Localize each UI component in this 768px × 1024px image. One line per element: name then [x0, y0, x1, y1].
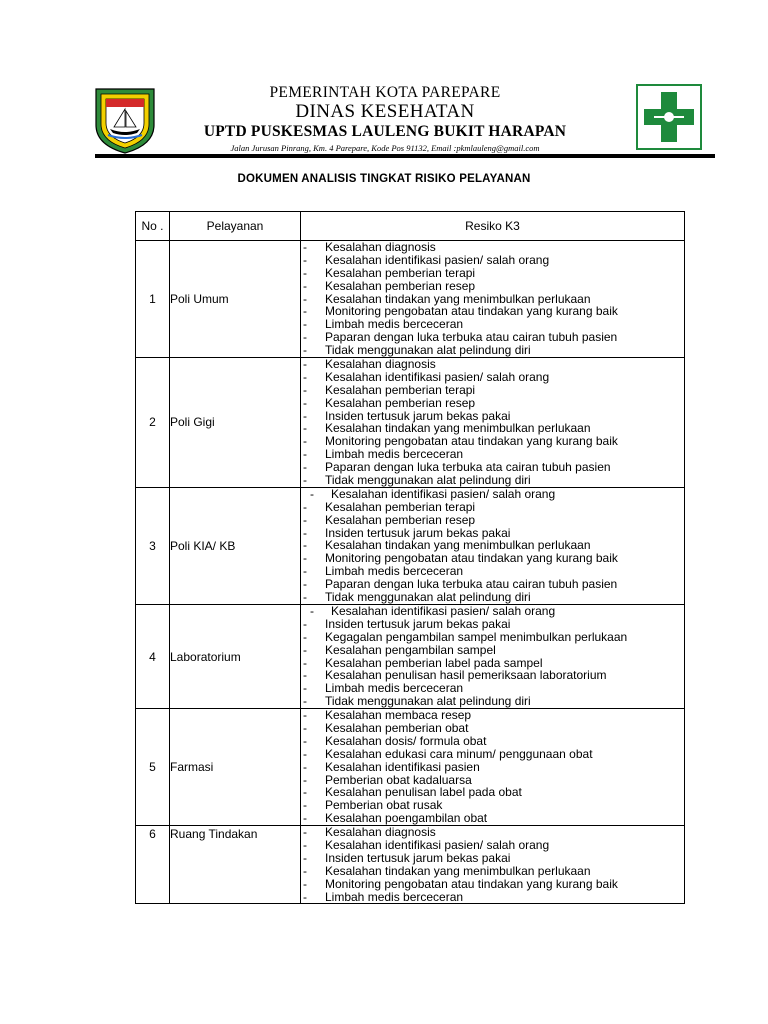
- list-item: - Limbah medis berceceran: [303, 564, 464, 579]
- list-item: - Kesalahan pemberian resep: [303, 512, 476, 527]
- table-row: [136, 241, 685, 358]
- list-item: - Tidak menggunakan alat pelindung diri: [303, 343, 531, 358]
- list-item: - Pemberian obat kadaluarsa: [303, 772, 472, 787]
- service-name: Ruang Tindakan: [170, 826, 301, 904]
- list-item: - Kesalahan identifikasi pasien/ salah orang: [303, 837, 550, 852]
- service-name: Poli Umum: [170, 241, 301, 358]
- risk-list: [301, 241, 684, 357]
- letterhead-divider: [95, 154, 715, 158]
- unit-name: UPTD PUSKESMAS LAULENG BUKIT HARAPAN: [203, 123, 567, 140]
- risk-list: [301, 709, 684, 825]
- header-no: No .: [136, 212, 170, 241]
- row-number: 6: [136, 826, 170, 904]
- list-item: - Kesalahan tindakan yang menimbulkan perlukaan: [303, 863, 591, 878]
- list-item: - Tidak menggunakan alat pelindung diri: [303, 473, 531, 488]
- list-item: - Insiden tertusuk jarum bekas pakai: [303, 525, 511, 540]
- list-item: - Monitoring pengobatan atau tindakan yang kurang baik: [303, 876, 618, 891]
- list-item: - Kesalahan tindakan yang menimbulkan perlukaan: [303, 421, 591, 436]
- service-name: Poli Gigi: [170, 358, 301, 488]
- list-item: - Kesalahan edukasi cara minum/ penggunaan obat: [303, 746, 593, 761]
- risk-list: [301, 358, 684, 487]
- risk-cell: [301, 241, 685, 358]
- table-row: [136, 358, 685, 488]
- table-row: [136, 826, 685, 904]
- list-item: - Monitoring pengobatan atau tindakan yang kurang baik: [303, 551, 618, 566]
- list-item: - Kesalahan membaca resep: [303, 708, 472, 723]
- government-name: PEMERINTAH KOTA PAREPARE: [269, 84, 501, 101]
- risk-table: [135, 211, 685, 904]
- list-item: - Limbah medis berceceran: [303, 447, 464, 462]
- risk-cell: [301, 826, 685, 904]
- list-item: - Kesalahan identifikasi pasien/ salah orang: [303, 252, 550, 267]
- risk-cell: [301, 358, 685, 488]
- list-item: - Kesalahan identifikasi pasien/ salah orang: [310, 486, 556, 501]
- list-item: - Tidak menggunakan alat pelindung diri: [303, 590, 531, 605]
- list-item: - Monitoring pengobatan atau tindakan yang kurang baik: [303, 434, 618, 449]
- table-row: [136, 709, 685, 826]
- list-item: - Kesalahan diagnosis: [303, 825, 436, 840]
- list-item: - Kesalahan pengambilan sampel: [303, 642, 496, 657]
- list-item: - Kesalahan penulisan label pada obat: [303, 785, 522, 800]
- risk-cell: [301, 487, 685, 604]
- letterhead: [0, 0, 768, 170]
- list-item: - Kesalahan pemberian label pada sampel: [303, 655, 543, 670]
- list-item: - Kesalahan diagnosis: [303, 357, 436, 372]
- list-item: - Paparan dengan luka terbuka atau cairan tubuh pasien: [303, 330, 618, 345]
- row-number: 5: [136, 709, 170, 826]
- list-item: - Pemberian obat rusak: [303, 798, 443, 813]
- header-service: Pelayanan: [170, 212, 301, 241]
- document-title: DOKUMEN ANALISIS TINGKAT RISIKO PELAYANAN: [237, 173, 531, 185]
- risk-list: [301, 501, 684, 604]
- list-item: - Kesalahan pemberian terapi: [303, 499, 476, 514]
- list-item: - Insiden tertusuk jarum bekas pakai: [303, 408, 511, 423]
- address-line: Jalan Jurusan Pinrang, Km. 4 Parepare, Kode Pos 91132, Email :pkmlauleng@gmail.com: [230, 143, 540, 153]
- row-number: 1: [136, 241, 170, 358]
- city-emblem-icon: [92, 85, 158, 155]
- list-item: - Kesalahan dosis/ formula obat: [303, 733, 487, 748]
- list-item: - Tidak menggunakan alat pelindung diri: [303, 694, 531, 709]
- list-item: - Kesalahan penulisan hasil pemeriksaan laboratorium: [303, 668, 607, 683]
- list-item: - Monitoring pengobatan atau tindakan yang kurang baik: [303, 304, 618, 319]
- letterhead-text: [170, 84, 600, 154]
- list-item: - Kesalahan diagnosis: [303, 240, 436, 254]
- risk-list: [301, 826, 684, 903]
- list-item: - Limbah medis berceceran: [303, 681, 464, 696]
- table-row: [136, 487, 685, 604]
- service-name: Laboratorium: [170, 604, 301, 708]
- list-item: - Insiden tertusuk jarum bekas pakai: [303, 850, 511, 865]
- service-name: Poli KIA/ KB: [170, 487, 301, 604]
- puskesmas-cross-icon: [636, 84, 702, 150]
- list-item: - Paparan dengan luka terbuka ata cairan tubuh pasien: [303, 460, 611, 475]
- risk-list: [301, 618, 684, 708]
- list-item: - Kesalahan pemberian terapi: [303, 265, 476, 280]
- list-item: - Limbah medis berceceran: [303, 889, 464, 904]
- list-item: - Kesalahan pemberian resep: [303, 278, 476, 293]
- list-item: - Kesalahan poengambilan obat: [303, 811, 488, 826]
- list-item: - Kesalahan identifikasi pasien: [303, 759, 480, 774]
- list-item: - Kesalahan identifikasi pasien/ salah orang: [303, 369, 550, 384]
- list-item: - Kesalahan tindakan yang menimbulkan perlukaan: [303, 538, 591, 553]
- table-row: [136, 604, 685, 708]
- list-item: - Limbah medis berceceran: [303, 317, 464, 332]
- list-item: - Kegagalan pengambilan sampel menimbulkan perlukaan: [303, 629, 628, 644]
- risk-cell: [301, 604, 685, 708]
- row-number: 2: [136, 358, 170, 488]
- row-number: 4: [136, 604, 170, 708]
- list-item: - Kesalahan pemberian resep: [303, 395, 476, 410]
- department-name: DINAS KESEHATAN: [295, 101, 475, 122]
- risk-cell: [301, 709, 685, 826]
- list-item: - Insiden tertusuk jarum bekas pakai: [303, 616, 511, 631]
- list-item: - Kesalahan pemberian terapi: [303, 382, 476, 397]
- list-item: - Kesalahan tindakan yang menimbulkan perlukaan: [303, 291, 591, 306]
- table-header-row: [136, 212, 685, 241]
- list-item: - Kesalahan pemberian obat: [303, 720, 469, 735]
- header-risk: Resiko K3: [301, 212, 685, 241]
- service-name: Farmasi: [170, 709, 301, 826]
- row-number: 3: [136, 487, 170, 604]
- list-item: - Kesalahan identifikasi pasien/ salah orang: [310, 603, 556, 618]
- list-item: - Paparan dengan luka terbuka atau cairan tubuh pasien: [303, 577, 618, 592]
